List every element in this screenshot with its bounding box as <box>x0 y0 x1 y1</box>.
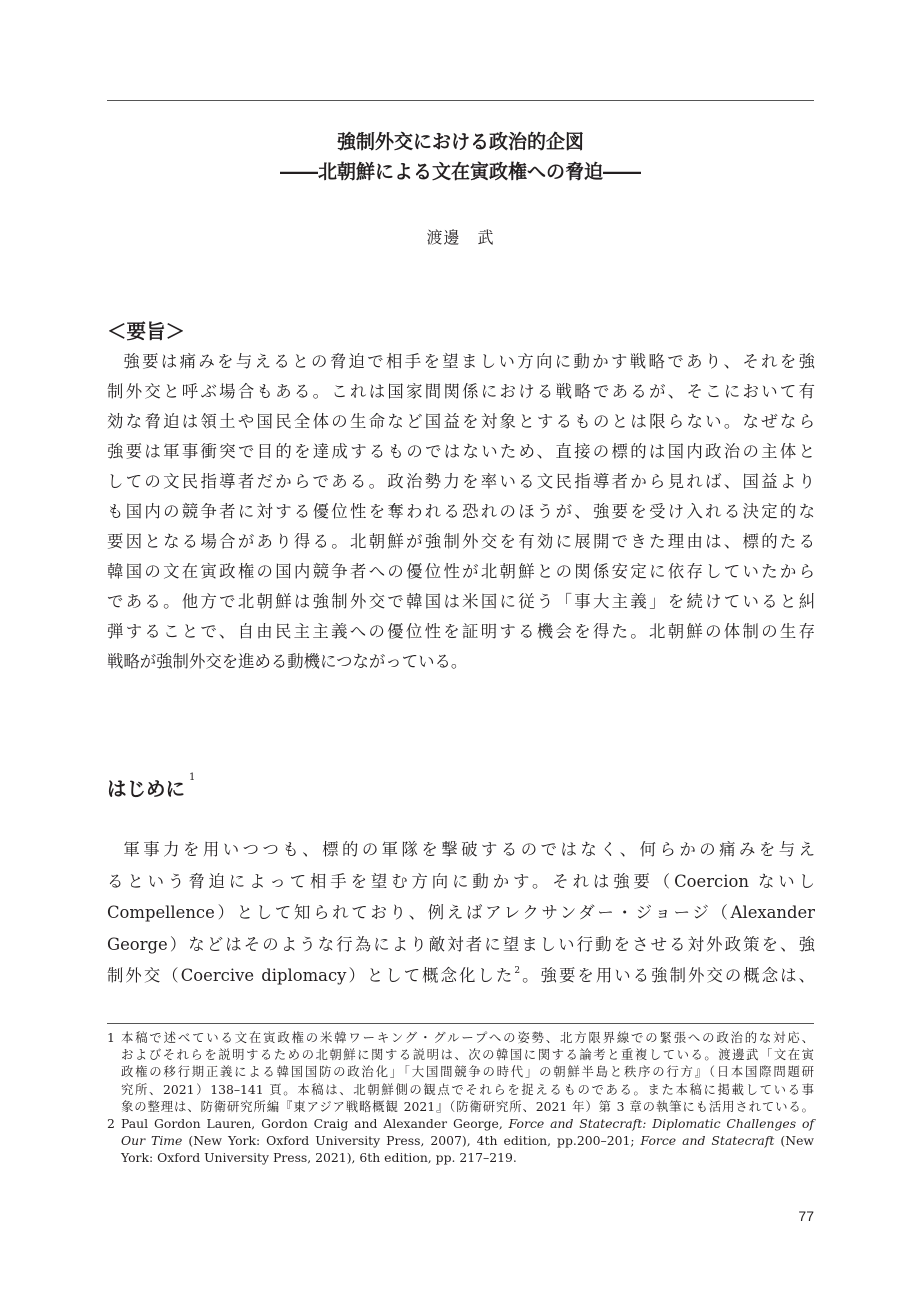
footnote-line: 究所、2021）138–141 頁。本稿は、北朝鮮側の観点でそれらを捉えるものである。また本稿に掲載している事 <box>121 1081 814 1097</box>
footnote-number: 1 <box>107 1030 115 1045</box>
footnote <box>107 1029 814 1115</box>
abstract-heading: ＜要旨＞ <box>107 320 186 343</box>
footnote-ref[interactable]: 2 <box>514 966 521 976</box>
body-line: George）などはそのような行為により敵対者に望ましい行動をさせる対外政策を、強 <box>107 934 815 954</box>
footnote-number: 2 <box>107 1115 115 1131</box>
footnote-line <box>121 1132 814 1149</box>
abstract-line: 韓国の文在寅政権の国内競争者への優位性が北朝鮮との関係安定に依存していたから <box>107 562 815 581</box>
author-name: 渡邊 武 <box>426 228 495 247</box>
footnote-line: 象の整理は、防衛研究所編『東アジア戦略概観 2021』（防衛研究所、2021 年）第 3 章の執筆にも活用されている。 <box>121 1098 814 1114</box>
article-subtitle: ――北朝鮮による文在寅政権への脅迫―― <box>279 161 641 183</box>
footnote-line: 政権の移行期正義による韓国国防の政治化」「大国間競争の時代」の朝鮮半島と秩序の行方』（日本国際問題研 <box>121 1064 814 1080</box>
citation-authors: Paul Gordon Lauren, Gordon Craig and Alexander George, <box>121 1115 509 1131</box>
footnote-line: 本稿で述べている文在寅政権の米韓ワーキング・グループへの姿勢、北方限界線での緊張への政治的な対応、 <box>121 1030 814 1045</box>
abstract-line: 制外交と呼ぶ場合もある。これは国家間関係における戦略であるが、そこにおいて有 <box>107 382 815 401</box>
abstract-line: 強要は軍事衝突で目的を達成するものではないため、直接の標的は国内政治の主体と <box>107 442 815 461</box>
introduction-heading <box>107 772 195 804</box>
page-number: 77 <box>798 1208 814 1224</box>
footnote-ref[interactable]: 1 <box>189 772 196 783</box>
footnote-rule <box>107 1023 814 1024</box>
footnotes <box>107 1029 814 1167</box>
footnote-line: およびそれらを説明するための北朝鮮に関する説明は、次の韓国に関する論考と重複している。渡邊武「文在寅 <box>121 1047 814 1063</box>
header-rule <box>107 100 814 101</box>
body-line-text: 。強要を用いる強制外交の概念は、 <box>520 966 815 985</box>
citation-title: Our Time <box>121 1133 183 1149</box>
citation-details: (New York: Oxford University Press, 2007), 4th edition, pp.200–201; <box>182 1133 641 1149</box>
footnote <box>107 1115 814 1167</box>
abstract-line: しての文民指導者だからである。政治勢力を率いる文民指導者から見れば、国益より <box>107 472 815 491</box>
abstract-line: も国内の競争者に対する優位性を奪われる恐れのほうが、強要を受け入れる決定的な <box>107 502 815 521</box>
citation-details: (New <box>774 1133 815 1149</box>
abstract-line: である。他方で北朝鮮は強制外交で韓国は米国に従う「事大主義」を続けていると糾 <box>107 592 815 611</box>
citation-title: Force and Statecraft: Diplomatic Challenges of <box>508 1115 814 1131</box>
abstract-line: 弾することで、自由民主主義への優位性を証明する機会を得た。北朝鮮の体制の生存 <box>107 622 815 641</box>
body-line-text: 制外交（Coercive diplomacy）として概念化した <box>107 966 515 985</box>
abstract-line: 戦略が強制外交を進める動機につながっている。 <box>107 652 468 671</box>
abstract-body <box>107 347 815 677</box>
footnote-line <box>121 1115 814 1132</box>
body-line: るという脅迫によって相手を望む方向に動かす。それは強要（Coercion ないし <box>107 871 815 891</box>
introduction-body <box>107 834 815 992</box>
body-line: 軍事力を用いつつも、標的の軍隊を撃破するのではなく、何らかの痛みを与え <box>123 840 815 859</box>
body-line <box>107 960 815 992</box>
article-title: 強制外交における政治的企図 <box>336 131 584 153</box>
body-line: Compellence）として知られており、例えばアレクサンダー・ジョージ（Alexander <box>107 903 815 922</box>
introduction-heading-text: はじめに <box>107 777 186 801</box>
footnote-line: York: Oxford University Press, 2021), 6th edition, pp. 217–219. <box>121 1150 517 1166</box>
abstract-line: 強要は痛みを与えるとの脅迫で相手を望ましい方向に動かす戦略であり、それを強 <box>123 352 815 371</box>
abstract-line: 効な脅迫は領土や国民全体の生命など国益を対象とするものとは限らない。なぜなら <box>107 412 815 431</box>
abstract-line: 要因となる場合があり得る。北朝鮮が強制外交を有効に展開できた理由は、標的たる <box>107 532 815 551</box>
citation-title: Force and Statecraft <box>640 1133 775 1149</box>
